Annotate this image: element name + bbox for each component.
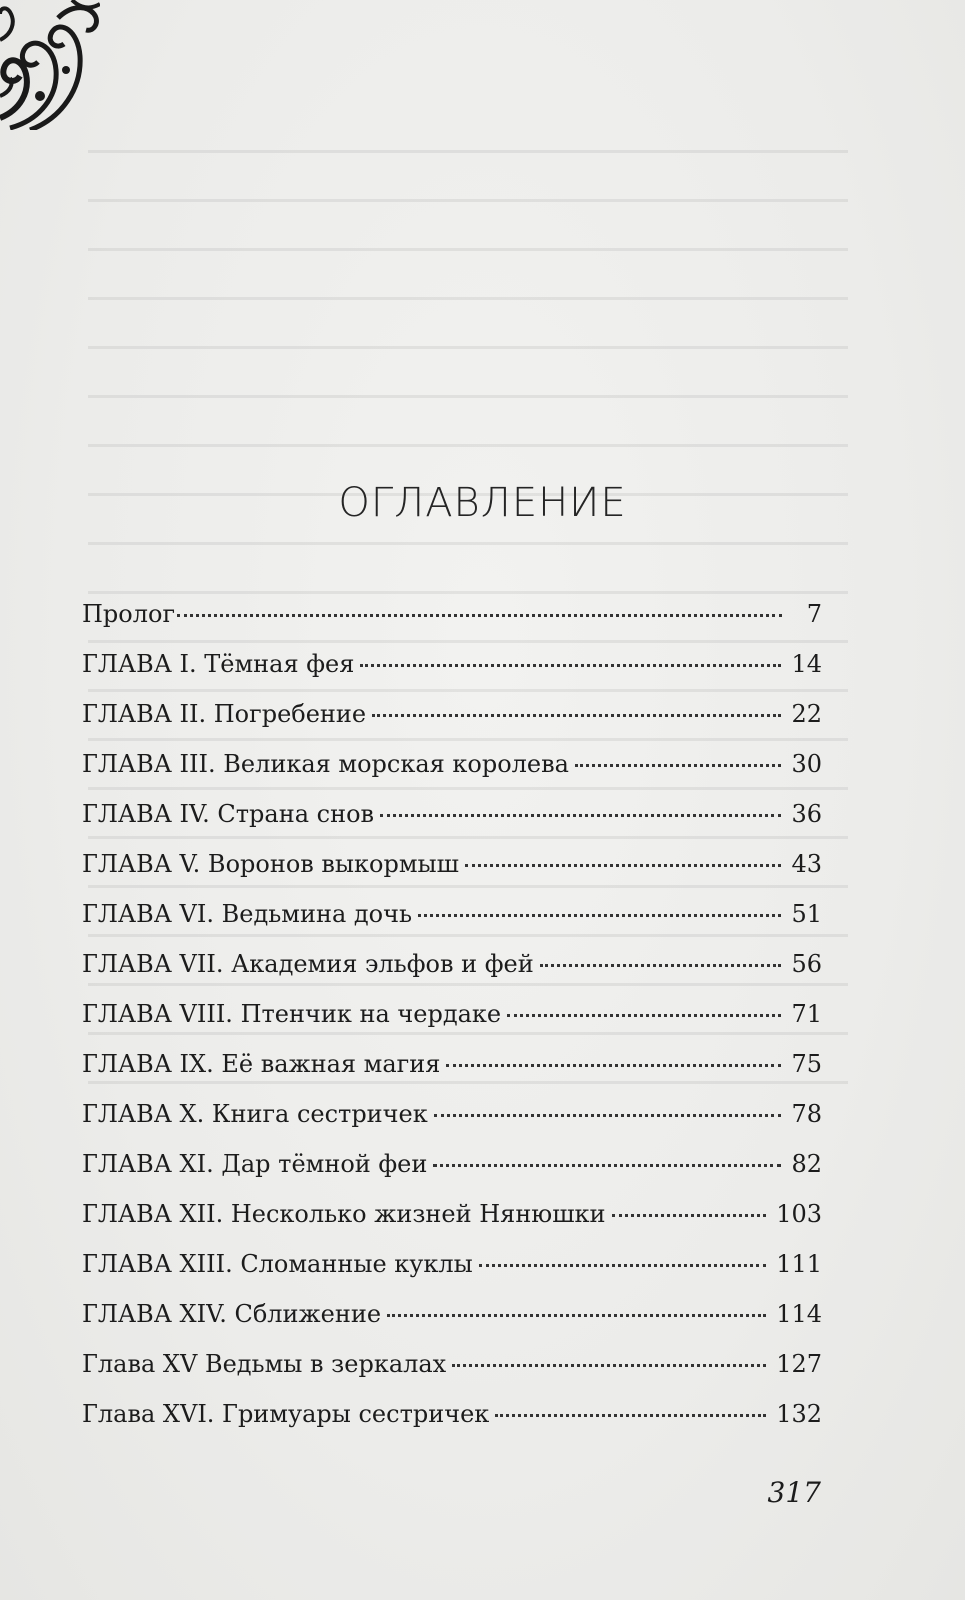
toc-entry-chapter-5[interactable] (82, 850, 822, 900)
toc-entry-prologue[interactable] (82, 600, 822, 650)
toc-entry-chapter-11[interactable] (82, 1150, 822, 1200)
toc-entry-chapter-16[interactable] (82, 1400, 822, 1450)
toc-leader-dots (372, 714, 781, 717)
toc-entry-label: ГЛАВА V. Воронов выкормыш (82, 850, 459, 878)
toc-entry-chapter-8[interactable] (82, 1000, 822, 1050)
toc-entry-label: ГЛАВА I. Тёмная фея (82, 650, 355, 678)
toc-entry-page: 56 (791, 950, 822, 978)
toc-entry-page: 43 (791, 850, 822, 878)
toc-leader-dots (434, 1114, 782, 1117)
toc-leader-dots (495, 1414, 766, 1417)
toc-entry-chapter-10[interactable] (82, 1100, 822, 1150)
toc-entry-page: 7 (806, 600, 822, 628)
toc-entry-chapter-14[interactable] (82, 1300, 822, 1350)
toc-entry-page: 82 (791, 1150, 822, 1178)
toc-leader-dots (387, 1314, 766, 1317)
toc-entry-page: 127 (776, 1350, 822, 1378)
toc-entry-page: 30 (791, 750, 822, 778)
toc-title: ОГЛАВЛЕНИЕ (338, 480, 627, 526)
toc-entry-label: ГЛАВА VIII. Птенчик на чердаке (82, 1000, 502, 1028)
toc-entry-label: ГЛАВА X. Книга сестричек (82, 1100, 428, 1128)
toc-entry-label: ГЛАВА II. Погребение (82, 700, 367, 728)
toc-entry-label: Пролог (82, 600, 176, 628)
toc-leader-dots (446, 1064, 781, 1067)
toc-entry-label: ГЛАВА XI. Дар тёмной феи (82, 1150, 428, 1178)
table-of-contents (82, 600, 822, 1450)
toc-entry-chapter-15[interactable] (82, 1350, 822, 1400)
toc-leader-dots (360, 664, 781, 667)
toc-leader-dots (177, 614, 782, 617)
toc-entry-page: 51 (791, 900, 822, 928)
toc-entry-chapter-9[interactable] (82, 1050, 822, 1100)
toc-entry-chapter-6[interactable] (82, 900, 822, 950)
toc-entry-page: 71 (791, 1000, 822, 1028)
toc-leader-dots (540, 964, 782, 967)
toc-leader-dots (452, 1364, 766, 1367)
toc-entry-label: Глава XVI. Гримуары сестричек (82, 1400, 490, 1428)
corner-ornament-icon (0, 0, 100, 130)
toc-entry-chapter-2[interactable] (82, 700, 822, 750)
toc-leader-dots (507, 1014, 781, 1017)
toc-leader-dots (465, 864, 782, 867)
toc-entry-page: 78 (791, 1100, 822, 1128)
toc-leader-dots (575, 764, 782, 767)
toc-leader-dots (433, 1164, 781, 1167)
toc-entry-page: 22 (791, 700, 822, 728)
toc-leader-dots (418, 914, 781, 917)
toc-leader-dots (612, 1214, 767, 1217)
toc-entry-chapter-12[interactable] (82, 1200, 822, 1250)
toc-entry-label: ГЛАВА XIII. Сломанные куклы (82, 1250, 473, 1278)
toc-entry-label: Глава XV Ведьмы в зеркалах (82, 1350, 447, 1378)
toc-entry-page: 103 (776, 1200, 822, 1228)
toc-entry-page: 14 (791, 650, 822, 678)
toc-entry-chapter-7[interactable] (82, 950, 822, 1000)
toc-entry-page: 114 (776, 1300, 822, 1328)
toc-entry-label: ГЛАВА VII. Академия эльфов и фей (82, 950, 534, 978)
toc-entry-label: ГЛАВА IX. Её важная магия (82, 1050, 441, 1078)
toc-entry-label: ГЛАВА IV. Страна снов (82, 800, 375, 828)
toc-entry-label: ГЛАВА XIV. Сближение (82, 1300, 382, 1328)
toc-entry-chapter-4[interactable] (82, 800, 822, 850)
toc-entry-chapter-13[interactable] (82, 1250, 822, 1300)
toc-entry-label: ГЛАВА III. Великая морская королева (82, 750, 569, 778)
toc-entry-label: ГЛАВА VI. Ведьмина дочь (82, 900, 413, 928)
toc-entry-page: 36 (791, 800, 822, 828)
toc-entry-page: 132 (776, 1400, 822, 1428)
toc-leader-dots (380, 814, 781, 817)
toc-leader-dots (479, 1264, 766, 1267)
toc-entry-chapter-3[interactable] (82, 750, 822, 800)
toc-entry-label: ГЛАВА XII. Несколько жизней Нянюшки (82, 1200, 606, 1228)
page-number: 317 (767, 1476, 821, 1509)
toc-entry-page: 111 (776, 1250, 822, 1278)
toc-entry-page: 75 (791, 1050, 822, 1078)
toc-entry-chapter-1[interactable] (82, 650, 822, 700)
